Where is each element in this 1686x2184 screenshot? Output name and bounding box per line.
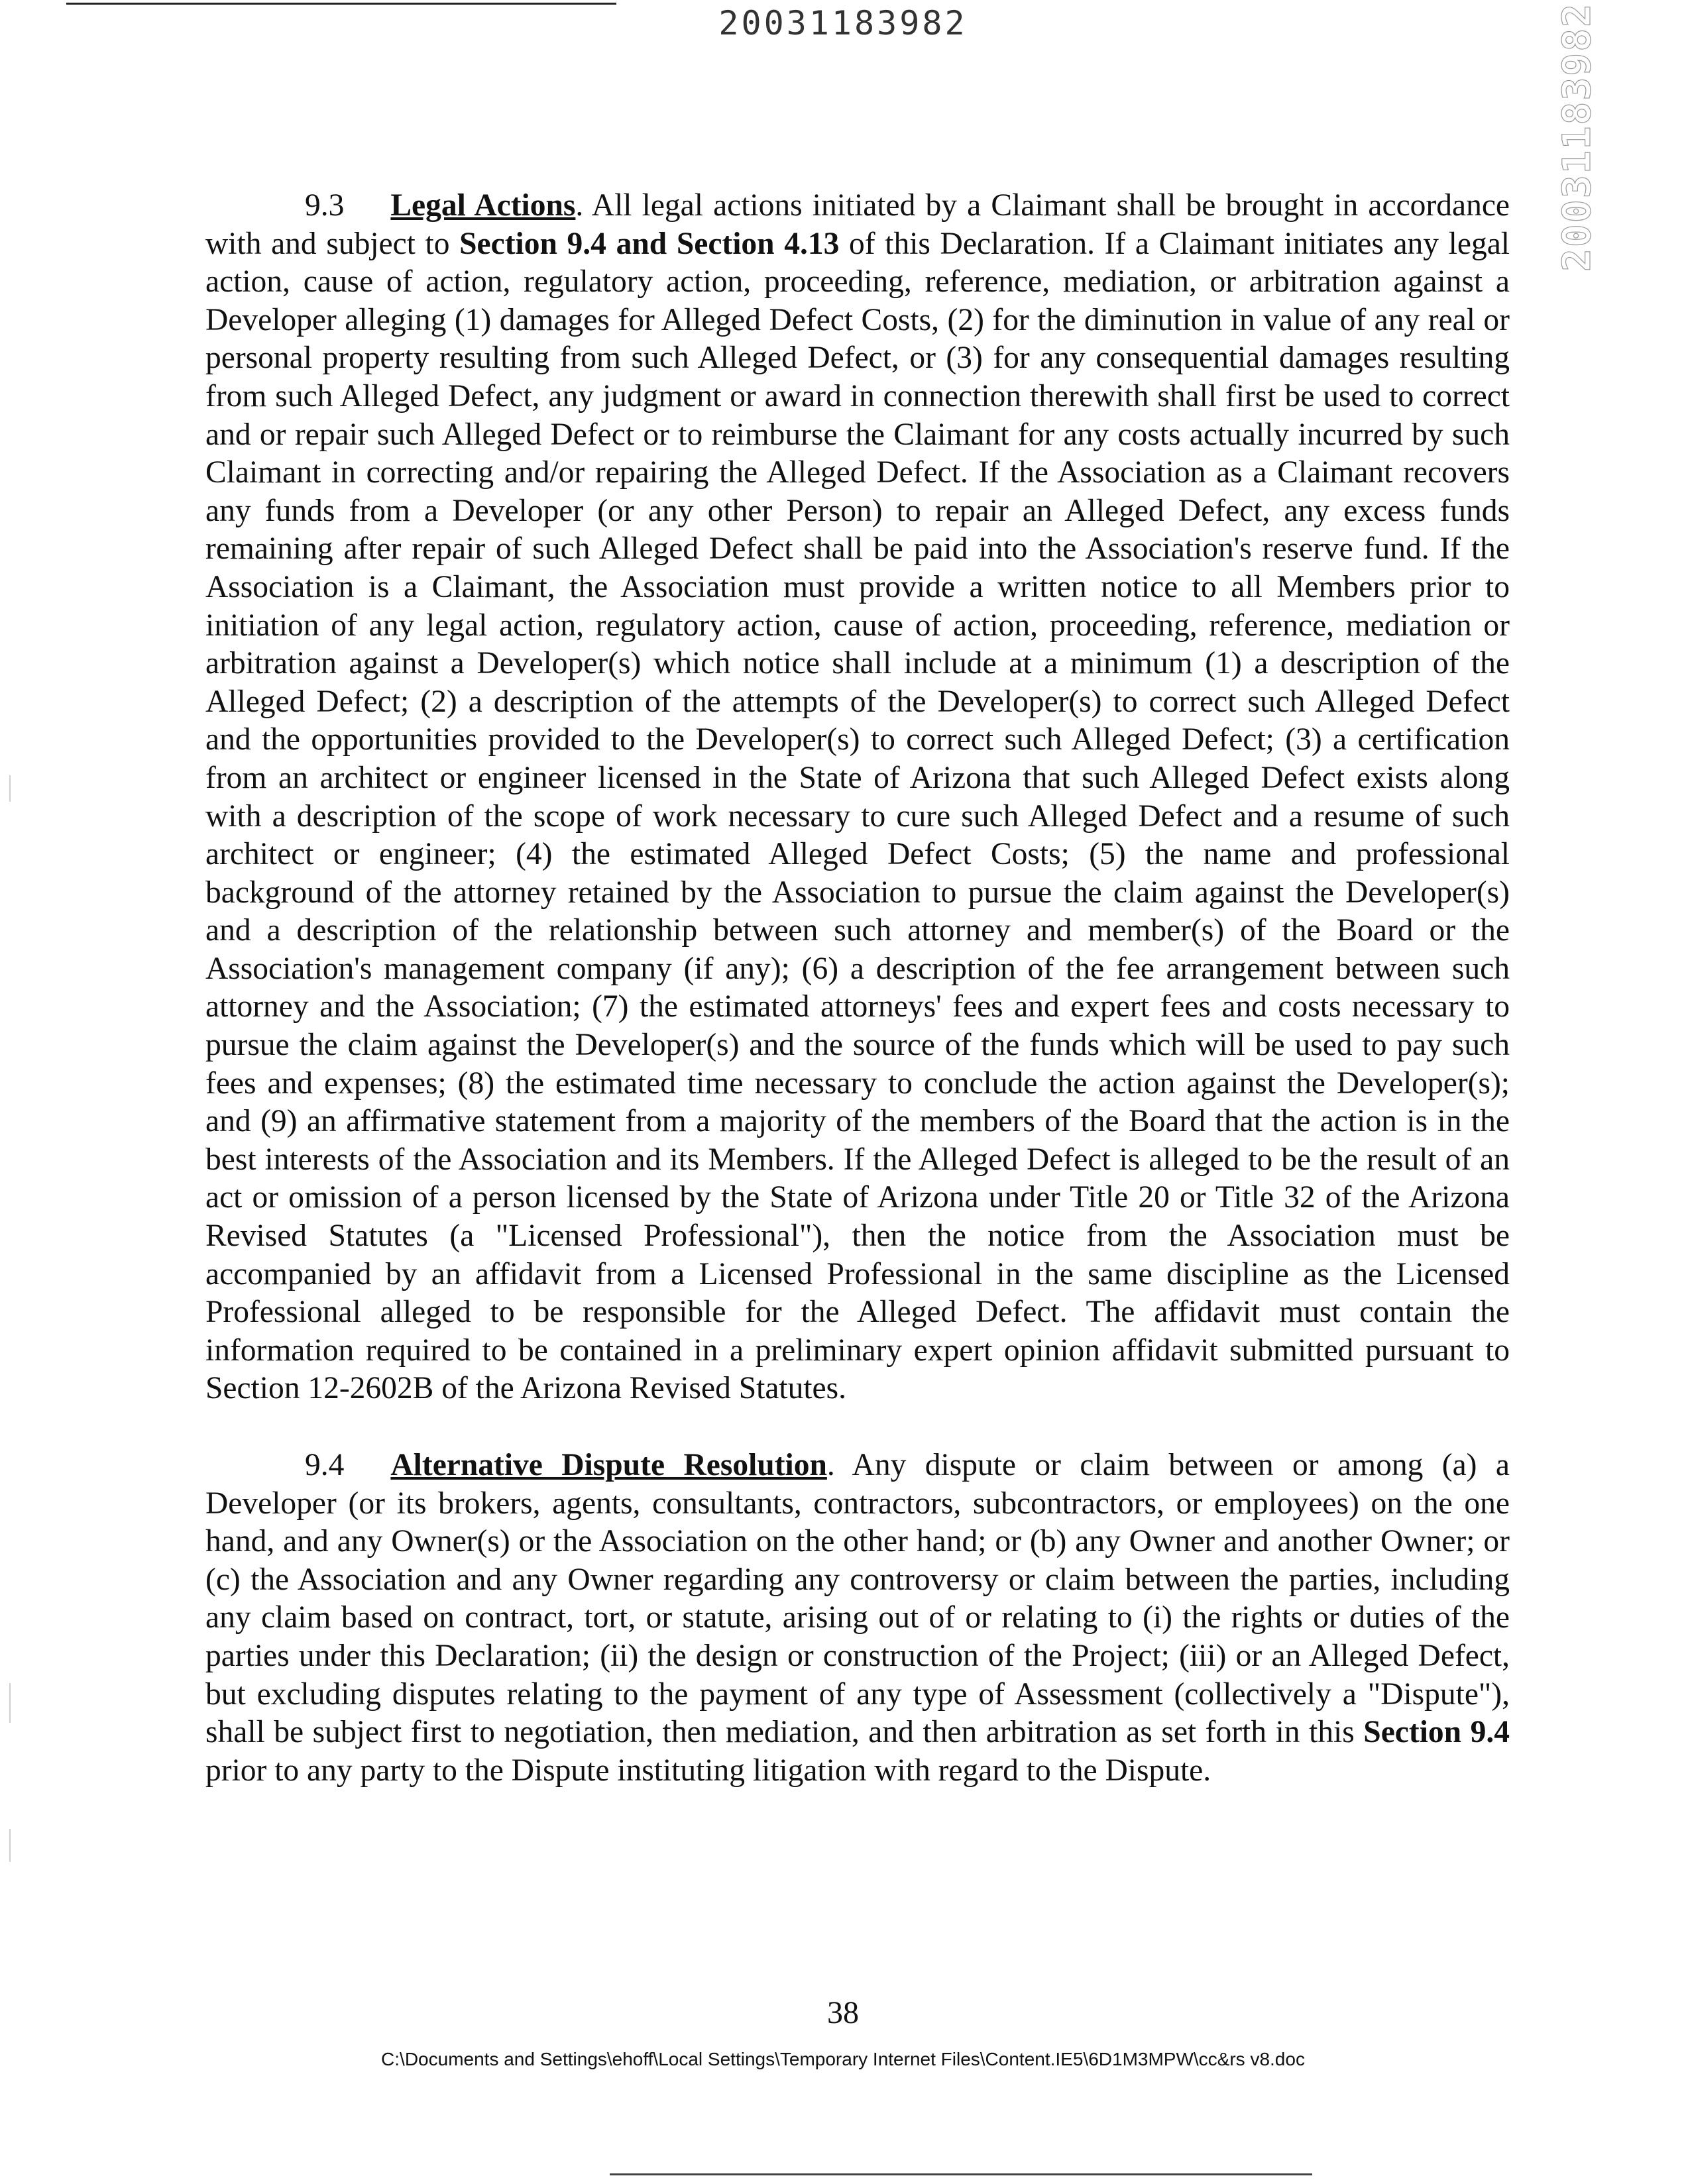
section-reference: Section 9.4 bbox=[1363, 1715, 1510, 1750]
section-heading: Legal Actions bbox=[390, 188, 576, 223]
section-9-3 bbox=[205, 187, 1510, 1408]
bottom-rule bbox=[610, 2173, 1312, 2175]
section-number: 9.3 bbox=[305, 188, 345, 223]
scan-mark bbox=[9, 1683, 11, 1723]
scan-mark bbox=[9, 1829, 11, 1862]
section-9-4 bbox=[205, 1447, 1510, 1790]
file-path: C:\Documents and Settings\ehoff\Local Settings\Temporary Internet Files\Content.IE5\6D1M3MPW\cc&rs v8.doc bbox=[381, 2049, 1305, 2069]
section-text: prior to any party to the Dispute instituting litigation with regard to the Dispute. bbox=[205, 1753, 1211, 1788]
scan-mark bbox=[9, 775, 11, 802]
page-number: 38 bbox=[827, 1995, 859, 2030]
document-number: 20031183982 bbox=[718, 4, 968, 42]
section-reference: Section 9.4 and Section 4.13 bbox=[459, 226, 840, 261]
document-body bbox=[205, 187, 1510, 1790]
section-number: 9.4 bbox=[305, 1448, 345, 1482]
section-text: . Any dispute or claim between or among (a) a Developer (or its brokers, agents, consultants, contractors, subcontractors, or employees) on the one hand, and any Owner(s) or the Association on the other hand; or (b) any Owner and another Owner; or (c) the Association and any Owner regarding any controversy or claim between the parties, including any claim based on contract, tort, or statute, arising out of or relating to (i) the rights or duties of the parties under this Declaration; (ii) the design or construction of the Project; (iii) or an Alleged Defect, but excluding disputes relating to the payment of any type of Assessment (collectively a "Dispute"), shall be subject first to negotiation, then mediation, and then arbitration as set forth in this bbox=[205, 1448, 1510, 1750]
section-text: . All legal actions initiated by a Claimant shall be brought in accordance with and subject to bbox=[205, 188, 1510, 261]
section-heading: Alternative Dispute Resolution bbox=[390, 1448, 827, 1482]
section-text: of this Declaration. If a Claimant initiates any legal action, cause of action, regulatory action, proceeding, reference, mediation, or arbitration against a Developer alleging (1) damages for Alleged Defect Costs, (2) for the diminution in value of any real or personal property resulting from such Alleged Defect, or (3) for any consequential damages resulting from such Alleged Defect, any judgment or award in connection therewith shall first be used to correct and or repair such Alleged Defect or to reimburse the Claimant for any costs actually incurred by such Claimant in correcting and/or repairing the Alleged Defect. If the Association as a Claimant recovers any funds from a Developer (or any other Person) to repair an Alleged Defect, any excess funds remaining after repair of such Alleged Defect shall be paid into the Association's reserve fund. If the Association is a Claimant, the Association must provide a written notice to all Members prior to initiation of any legal action, regulatory action, cause of action, proceeding, reference, mediation or arbitration against a Developer(s) which notice shall include at a minimum (1) a description of the Alleged Defect; (2) a description of the attempts of the Developer(s) to correct such Alleged Defect and the opportunities provided to the Developer(s) to correct such Alleged Defect; (3) a certification from an architect or engineer licensed in the State of Arizona that such Alleged Defect exists along with a description of the scope of work necessary to cure such Alleged Defect and a resume of such architect or engineer; (4) the estimated Alleged Defect Costs; (5) the name and professional background of the attorney retained by the Association to pursue the claim against the Developer(s) and a description of the relationship between such attorney and member(s) of the Board or the Association's management company (if any); (6) a description of the fee arrangement between such attorney and the Association; (7) the estimated attorneys' fees and expert fees and costs necessary to pursue the claim against the Developer(s) and the source of the funds which will be used to pay such fees and expenses; (8) the estimated time necessary to conclude the action against the Developer(s); and (9) an affirmative statement from a majority of the members of the Board that the action is in the best interests of the Association and its Members. If the Alleged Defect is alleged to be the result of an act or omission of a person licensed by the State of Arizona under Title 20 or Title 32 of the Arizona Revised Statutes (a "Licensed Professional"), then the notice from the Association must be accompanied by an affidavit from a Licensed Professional in the same discipline as the Licensed Professional alleged to be responsible for the Alleged Defect. The affidavit must contain the information required to be contained in a preliminary expert opinion affidavit submitted pursuant to Section 12-2602B of the Arizona Revised Statutes. bbox=[205, 226, 1510, 1406]
recording-stamp: 20031183982 bbox=[1554, 2, 1599, 272]
